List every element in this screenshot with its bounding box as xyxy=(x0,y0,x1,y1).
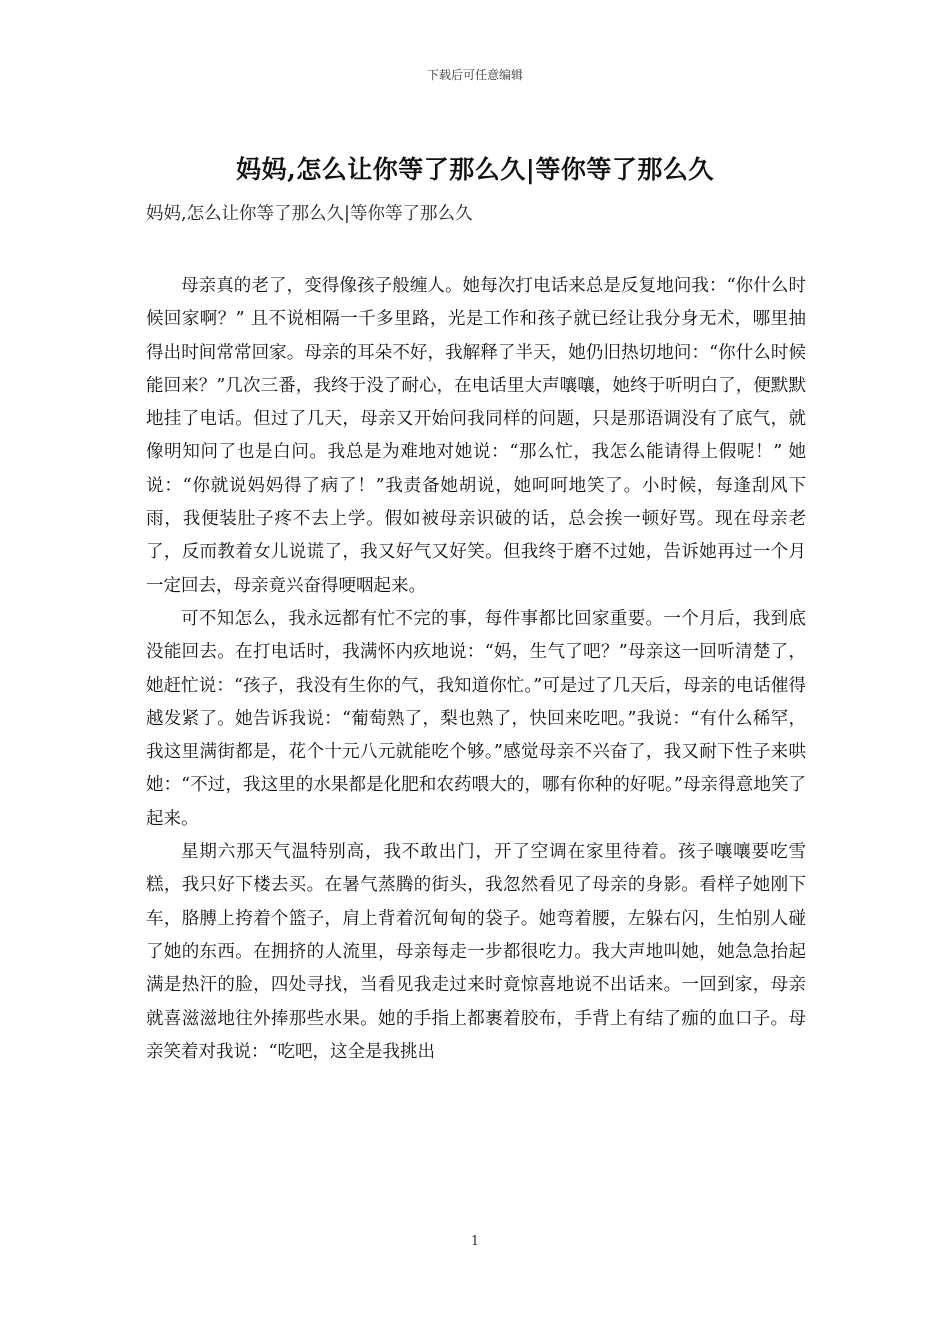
document-title: 妈妈,怎么让你等了那么久|等你等了那么久 xyxy=(236,155,714,184)
paragraph-2: 可不知怎么，我永远都有忙不完的事，每件事都比回家重要。一个月后，我到底没能回去。在打电话时，我满怀内疚地说：“妈，生气了吧？”母亲这一回听清楚了，她赶忙说：“孩子，我没有生你的气，我知道你忙。”可是过了几天后，母亲的电话催得越发紧了。她告诉我说：“葡萄熟了，梨也熟了，快回来吃吧。”我说：“有什么稀罕，我这里满街都是，花个十元八元就能吃个够。”感觉母亲不兴奋了，我又耐下性子来哄她：“不过，我这里的水果都是化肥和农药喂大的，哪有你种的好呢。”母亲得意地笑了起来。 xyxy=(146,608,806,829)
header-note: 下载后可任意编辑 xyxy=(426,68,523,82)
paragraph-3: 星期六那天气温特别高，我不敢出门，开了空调在家里待着。孩子嚷嚷要吃雪糕，我只好下楼去买。在暑气蒸腾的街头，我忽然看见了母亲的身影。看样子她刚下车，胳膊上挎着个篮子，肩上背着沉甸甸的袋子。她弯着腰，左躲右闪，生怕别人碰了她的东西。在拥挤的人流里，母亲每走一步都很吃力。我大声地叫她，她急急抬起满是热汗的脸，四处寻找，当看见我走过来时竟惊喜地说不出话来。一回到家，母亲就喜滋滋地往外捧那些水果。她的手指上都裹着胶布，手背上有结了痂的血口子。母亲笑着对我说：“吃吧，这全是我挑出 xyxy=(146,842,806,1062)
document-subtitle: 妈妈,怎么让你等了那么久|等你等了那么久 xyxy=(146,204,473,224)
paragraph-1: 母亲真的老了，变得像孩子般缠人。她每次打电话来总是反复地问我：“你什么时候回家啊？” 且不说相隔一千多里路，光是工作和孩子就已经让我分身无术，哪里抽得出时间常常回家。母亲的耳朵不好，我解释了半天，她仍旧热切地问：“你什么时候能回来？”几次三番，我终于没了耐心，在电话里大声嚷嚷，她终于听明白了，便默默地挂了电话。但过了几天，母亲又开始问我同样的问题，只是那语调没有了底气，就像明知问了也是白问。我总是为难地对她说：“那么忙，我怎么能请得上假呢！” 她说：“你就说妈妈得了病了！”我责备她胡说，她呵呵地笑了。小时候，每逢刮风下雨，我便装肚子疼不去上学。假如被母亲识破的话，总会挨一顿好骂。现在母亲老了，反而教着女儿说谎了，我又好气又好笑。但我终于磨不过她，告诉她再过一个月一定回去，母亲竟兴奋得哽咽起来。 xyxy=(146,276,806,596)
page-number: 1 xyxy=(470,1234,480,1249)
document-body xyxy=(146,270,806,1069)
